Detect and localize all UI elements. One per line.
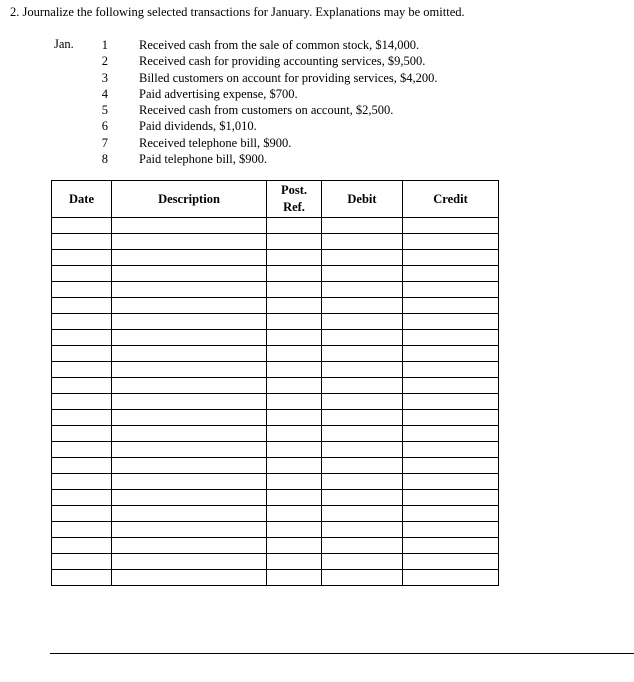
credit-cell[interactable]: [403, 282, 499, 298]
credit-cell[interactable]: [403, 218, 499, 234]
date-cell[interactable]: [52, 250, 112, 266]
post-ref-cell[interactable]: [267, 570, 322, 586]
post-ref-cell[interactable]: [267, 330, 322, 346]
journal-row: [52, 410, 499, 426]
journal-row: [52, 378, 499, 394]
date-cell[interactable]: [52, 410, 112, 426]
date-cell[interactable]: [52, 394, 112, 410]
credit-cell[interactable]: [403, 570, 499, 586]
credit-cell[interactable]: [403, 298, 499, 314]
transaction-item: [90, 86, 438, 102]
question-text: 2. Journalize the following selected transactions for January. Explanations may be omitted.: [10, 5, 465, 19]
credit-cell[interactable]: [403, 378, 499, 394]
transaction-item: [90, 53, 438, 69]
debit-cell[interactable]: [322, 378, 403, 394]
description-cell[interactable]: [112, 506, 267, 522]
post-ref-cell[interactable]: [267, 362, 322, 378]
post-ref-cell[interactable]: [267, 314, 322, 330]
transaction-text: Received cash from customers on account, $2,500.: [139, 103, 394, 118]
description-cell[interactable]: [112, 394, 267, 410]
post-ref-cell[interactable]: [267, 522, 322, 538]
description-cell[interactable]: [112, 554, 267, 570]
journal-row: [52, 538, 499, 554]
post-ref-cell[interactable]: [267, 410, 322, 426]
credit-cell[interactable]: [403, 330, 499, 346]
description-cell[interactable]: [112, 570, 267, 586]
date-cell[interactable]: [52, 458, 112, 474]
debit-cell[interactable]: [322, 410, 403, 426]
transaction-day: 6: [101, 119, 108, 134]
credit-cell[interactable]: [403, 474, 499, 490]
journal-row: [52, 266, 499, 282]
post-ref-cell[interactable]: [267, 298, 322, 314]
post-ref-cell[interactable]: [267, 378, 322, 394]
post-ref-cell[interactable]: [267, 282, 322, 298]
description-cell[interactable]: [112, 522, 267, 538]
journal-row: [52, 218, 499, 234]
post-ref-cell[interactable]: [267, 218, 322, 234]
date-cell[interactable]: [52, 298, 112, 314]
debit-cell[interactable]: [322, 346, 403, 362]
debit-cell[interactable]: [322, 362, 403, 378]
debit-cell[interactable]: [322, 538, 403, 554]
credit-cell[interactable]: [403, 506, 499, 522]
post-ref-header-line2: Ref.: [283, 200, 305, 214]
description-cell[interactable]: [112, 410, 267, 426]
date-cell[interactable]: [52, 234, 112, 250]
debit-cell[interactable]: [322, 506, 403, 522]
description-cell[interactable]: [112, 426, 267, 442]
date-cell[interactable]: [52, 490, 112, 506]
debit-cell[interactable]: [322, 282, 403, 298]
date-cell[interactable]: [52, 554, 112, 570]
transaction-day: 1: [101, 38, 108, 52]
description-cell[interactable]: [112, 442, 267, 458]
debit-cell[interactable]: [322, 394, 403, 410]
transaction-text: Received cash from the sale of common stock, $14,000.: [139, 38, 420, 52]
debit-cell[interactable]: [322, 234, 403, 250]
post-ref-header: [267, 181, 322, 218]
credit-cell[interactable]: [403, 442, 499, 458]
journal-table: [51, 180, 499, 586]
transaction-item: [90, 135, 438, 151]
journal-row: [52, 442, 499, 458]
date-cell[interactable]: [52, 346, 112, 362]
description-header: Description: [112, 181, 267, 218]
post-ref-cell[interactable]: [267, 426, 322, 442]
description-cell[interactable]: [112, 474, 267, 490]
description-cell[interactable]: [112, 298, 267, 314]
journal-row: [52, 458, 499, 474]
post-ref-cell[interactable]: [267, 250, 322, 266]
journal-row: [52, 474, 499, 490]
post-ref-cell[interactable]: [267, 506, 322, 522]
credit-cell[interactable]: [403, 490, 499, 506]
transaction-day: 8: [101, 152, 108, 167]
credit-header: Credit: [403, 181, 499, 218]
journal-row: [52, 394, 499, 410]
debit-cell[interactable]: [322, 250, 403, 266]
journal-row: [52, 506, 499, 522]
date-cell[interactable]: [52, 442, 112, 458]
description-cell[interactable]: [112, 250, 267, 266]
description-cell[interactable]: [112, 346, 267, 362]
debit-cell[interactable]: [322, 298, 403, 314]
credit-cell[interactable]: [403, 346, 499, 362]
credit-cell[interactable]: [403, 538, 499, 554]
date-cell[interactable]: [52, 538, 112, 554]
journal-row: [52, 570, 499, 586]
date-cell[interactable]: [52, 282, 112, 298]
journal-row: [52, 282, 499, 298]
date-cell[interactable]: [52, 362, 112, 378]
description-cell[interactable]: [112, 330, 267, 346]
journal-row: [52, 314, 499, 330]
debit-header: Debit: [322, 181, 403, 218]
transaction-day: 7: [101, 135, 108, 150]
date-header: Date: [52, 181, 112, 218]
description-cell[interactable]: [112, 314, 267, 330]
credit-cell[interactable]: [403, 458, 499, 474]
debit-cell[interactable]: [322, 490, 403, 506]
month-label: Jan.: [54, 37, 74, 51]
transaction-day: 5: [101, 103, 108, 118]
journal-row: [52, 234, 499, 250]
date-cell[interactable]: [52, 570, 112, 586]
debit-cell[interactable]: [322, 266, 403, 282]
post-ref-cell[interactable]: [267, 442, 322, 458]
debit-cell[interactable]: [322, 458, 403, 474]
description-cell[interactable]: [112, 266, 267, 282]
debit-cell[interactable]: [322, 442, 403, 458]
date-cell[interactable]: [52, 378, 112, 394]
debit-cell[interactable]: [322, 570, 403, 586]
debit-cell[interactable]: [322, 554, 403, 570]
transaction-text: Paid telephone bill, $900.: [139, 152, 268, 167]
transaction-text: Paid dividends, $1,010.: [139, 119, 257, 134]
credit-cell[interactable]: [403, 522, 499, 538]
transaction-day: 2: [101, 54, 108, 69]
date-cell[interactable]: [52, 426, 112, 442]
date-cell[interactable]: [52, 218, 112, 234]
post-ref-cell[interactable]: [267, 554, 322, 570]
transaction-item: [90, 118, 438, 134]
post-ref-cell[interactable]: [267, 474, 322, 490]
date-cell[interactable]: [52, 314, 112, 330]
description-cell[interactable]: [112, 378, 267, 394]
journal-row: [52, 554, 499, 570]
credit-cell[interactable]: [403, 314, 499, 330]
debit-cell[interactable]: [322, 218, 403, 234]
post-ref-cell[interactable]: [267, 538, 322, 554]
description-cell[interactable]: [112, 282, 267, 298]
transaction-text: Paid advertising expense, $700.: [139, 86, 298, 101]
description-cell[interactable]: [112, 490, 267, 506]
journal-row: [52, 298, 499, 314]
journal-row: [52, 330, 499, 346]
credit-cell[interactable]: [403, 250, 499, 266]
post-ref-header-line1: Post.: [280, 183, 308, 197]
transaction-text: Received cash for providing accounting services, $9,500.: [139, 54, 426, 69]
journal-row: [52, 490, 499, 506]
transaction-text: Billed customers on account for providing services, $4,200.: [139, 70, 438, 85]
post-ref-cell[interactable]: [267, 234, 322, 250]
transaction-day: 3: [101, 70, 108, 85]
transaction-day: 4: [101, 86, 108, 101]
post-ref-cell[interactable]: [267, 490, 322, 506]
transaction-item: [90, 37, 438, 53]
description-cell[interactable]: [112, 362, 267, 378]
post-ref-cell[interactable]: [267, 346, 322, 362]
description-cell[interactable]: [112, 538, 267, 554]
transaction-item: [90, 102, 438, 118]
credit-cell[interactable]: [403, 234, 499, 250]
transaction-list: [90, 37, 438, 167]
journal-row: [52, 426, 499, 442]
journal-header-row: [52, 181, 499, 218]
date-cell[interactable]: [52, 506, 112, 522]
description-cell[interactable]: [112, 458, 267, 474]
description-cell[interactable]: [112, 234, 267, 250]
transaction-item: [90, 70, 438, 86]
credit-cell[interactable]: [403, 394, 499, 410]
credit-cell[interactable]: [403, 410, 499, 426]
journal-row: [52, 522, 499, 538]
date-cell[interactable]: [52, 330, 112, 346]
post-ref-cell[interactable]: [267, 266, 322, 282]
transaction-text: Received telephone bill, $900.: [139, 135, 292, 150]
debit-cell[interactable]: [322, 426, 403, 442]
journal-row: [52, 362, 499, 378]
credit-cell[interactable]: [403, 554, 499, 570]
date-cell[interactable]: [52, 266, 112, 282]
debit-cell[interactable]: [322, 522, 403, 538]
journal-row: [52, 346, 499, 362]
description-cell[interactable]: [112, 218, 267, 234]
journal-row: [52, 250, 499, 266]
debit-cell[interactable]: [322, 330, 403, 346]
credit-cell[interactable]: [403, 362, 499, 378]
transaction-item: [90, 151, 438, 167]
debit-cell[interactable]: [322, 314, 403, 330]
credit-cell[interactable]: [403, 426, 499, 442]
journal-body: [52, 218, 499, 586]
credit-cell[interactable]: [403, 266, 499, 282]
debit-cell[interactable]: [322, 474, 403, 490]
bottom-rule: [50, 653, 634, 654]
post-ref-cell[interactable]: [267, 394, 322, 410]
date-cell[interactable]: [52, 474, 112, 490]
post-ref-cell[interactable]: [267, 458, 322, 474]
date-cell[interactable]: [52, 522, 112, 538]
